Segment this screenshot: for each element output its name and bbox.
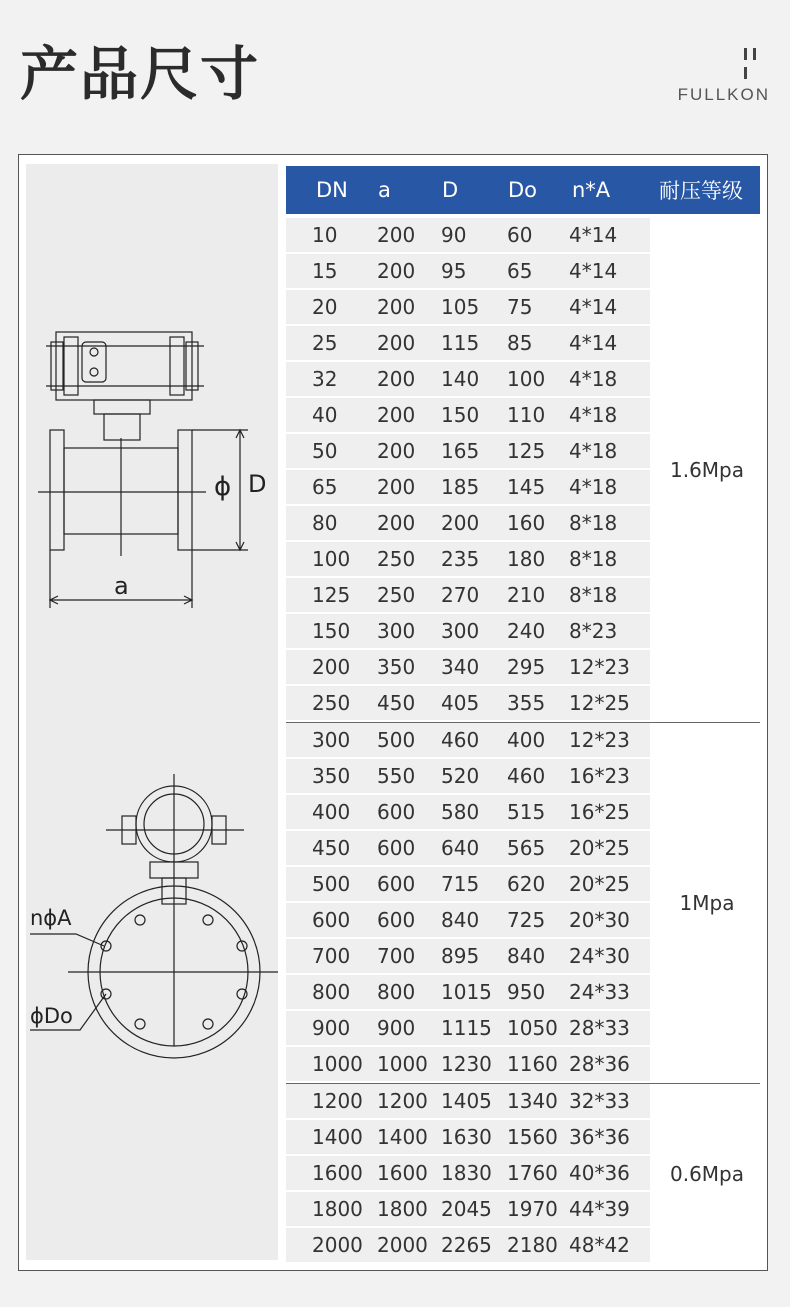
cell-a: 200	[377, 403, 416, 427]
cell-dn: 2000	[312, 1233, 363, 1257]
cell-a: 200	[377, 295, 416, 319]
table-row	[286, 218, 650, 252]
bolt-hole-label: nϕA	[30, 906, 72, 930]
group-rows	[286, 1084, 650, 1264]
cell-do: 75	[507, 295, 533, 319]
table-row	[286, 867, 650, 901]
cell-d: 165	[441, 439, 480, 463]
cell-do: 145	[507, 475, 546, 499]
cell-a: 800	[377, 980, 416, 1004]
cell-do: 60	[507, 223, 533, 247]
table-row	[286, 650, 650, 684]
table-row	[286, 398, 650, 432]
group-rows	[286, 723, 650, 1083]
cell-dn: 125	[312, 583, 351, 607]
cell-do: 950	[507, 980, 546, 1004]
cell-a: 450	[377, 691, 416, 715]
cell-d: 520	[441, 764, 480, 788]
cell-a: 550	[377, 764, 416, 788]
cell-dn: 80	[312, 511, 338, 535]
flowmeter-diagram	[26, 164, 278, 1260]
cell-dn: 350	[312, 764, 351, 788]
cell-do: 355	[507, 691, 546, 715]
cell-a: 600	[377, 800, 416, 824]
cell-do: 85	[507, 331, 533, 355]
table-row	[286, 542, 650, 576]
table-row	[286, 686, 650, 720]
table-row	[286, 795, 650, 829]
cell-a: 600	[377, 836, 416, 860]
table-row	[286, 1228, 650, 1262]
cell-d: 1115	[441, 1016, 492, 1040]
cell-dn: 250	[312, 691, 351, 715]
cell-a: 2000	[377, 1233, 428, 1257]
cell-a: 500	[377, 728, 416, 752]
converter-head-icon	[46, 332, 204, 400]
cell-d: 95	[441, 259, 467, 283]
cell-d: 105	[441, 295, 480, 319]
cell-do: 1970	[507, 1197, 558, 1221]
cell-a: 200	[377, 331, 416, 355]
cell-na: 4*14	[569, 295, 618, 319]
cell-d: 895	[441, 944, 480, 968]
cell-d: 2265	[441, 1233, 492, 1257]
cell-a: 200	[377, 439, 416, 463]
cell-d: 235	[441, 547, 480, 571]
table-row	[286, 759, 650, 793]
pressure-group	[286, 722, 760, 1083]
table-row	[286, 939, 650, 973]
cell-dn: 150	[312, 619, 351, 643]
cell-do: 180	[507, 547, 546, 571]
table-row	[286, 1120, 650, 1154]
cell-a: 250	[377, 583, 416, 607]
cell-na: 32*33	[569, 1089, 630, 1113]
col-d: D	[442, 178, 459, 202]
cell-do: 295	[507, 655, 546, 679]
cell-dn: 500	[312, 872, 351, 896]
cell-na: 12*23	[569, 655, 630, 679]
cell-d: 300	[441, 619, 480, 643]
cell-na: 8*23	[569, 619, 618, 643]
cell-do: 160	[507, 511, 546, 535]
col-do: Do	[508, 178, 538, 202]
cell-dn: 600	[312, 908, 351, 932]
cell-d: 840	[441, 908, 480, 932]
cell-do: 210	[507, 583, 546, 607]
cell-na: 44*39	[569, 1197, 630, 1221]
cell-dn: 1200	[312, 1089, 363, 1113]
cell-a: 1800	[377, 1197, 428, 1221]
cell-do: 565	[507, 836, 546, 860]
cell-d: 185	[441, 475, 480, 499]
pressure-rating: 1.6Mpa	[669, 458, 744, 482]
pressure-group	[286, 1083, 760, 1264]
cell-d: 405	[441, 691, 480, 715]
cell-a: 250	[377, 547, 416, 571]
cell-a: 1400	[377, 1125, 428, 1149]
cell-na: 24*33	[569, 980, 630, 1004]
cell-na: 8*18	[569, 583, 618, 607]
cell-do: 840	[507, 944, 546, 968]
cell-dn: 450	[312, 836, 351, 860]
cell-do: 515	[507, 800, 546, 824]
cell-d: 200	[441, 511, 480, 535]
cell-do: 110	[507, 403, 546, 427]
cell-dn: 200	[312, 655, 351, 679]
cell-dn: 15	[312, 259, 338, 283]
table-row	[286, 506, 650, 540]
cell-d: 580	[441, 800, 480, 824]
cell-dn: 40	[312, 403, 338, 427]
table-header	[286, 166, 760, 214]
table-row	[286, 254, 650, 288]
cell-a: 200	[377, 511, 416, 535]
diagram-panel	[26, 164, 278, 1260]
cell-na: 4*18	[569, 439, 618, 463]
cell-a: 1000	[377, 1052, 428, 1076]
cell-d: 1230	[441, 1052, 492, 1076]
table-row	[286, 434, 650, 468]
cell-do: 460	[507, 764, 546, 788]
cell-a: 300	[377, 619, 416, 643]
table-row	[286, 1047, 650, 1081]
cell-do: 2180	[507, 1233, 558, 1257]
cell-na: 28*36	[569, 1052, 630, 1076]
table-row	[286, 1156, 650, 1190]
cell-dn: 20	[312, 295, 338, 319]
cell-a: 1200	[377, 1089, 428, 1113]
cell-a: 600	[377, 872, 416, 896]
cell-dn: 1800	[312, 1197, 363, 1221]
d-dimension-label: D	[248, 470, 267, 498]
cell-na: 20*25	[569, 836, 630, 860]
cell-dn: 300	[312, 728, 351, 752]
cell-dn: 1600	[312, 1161, 363, 1185]
table-row	[286, 362, 650, 396]
cell-a: 1600	[377, 1161, 428, 1185]
cell-a: 200	[377, 367, 416, 391]
cell-na: 48*42	[569, 1233, 630, 1257]
cell-na: 12*23	[569, 728, 630, 752]
cell-d: 340	[441, 655, 480, 679]
cell-do: 1760	[507, 1161, 558, 1185]
cell-na: 4*14	[569, 223, 618, 247]
phi-label: ϕ	[214, 472, 232, 502]
brand-bars-icon	[744, 45, 770, 59]
cell-na: 4*18	[569, 367, 618, 391]
cell-na: 12*25	[569, 691, 630, 715]
col-a: a	[378, 178, 391, 202]
cell-d: 150	[441, 403, 480, 427]
cell-do: 1340	[507, 1089, 558, 1113]
cell-a: 900	[377, 1016, 416, 1040]
a-dimension-label: a	[114, 572, 129, 600]
cell-dn: 10	[312, 223, 338, 247]
cell-dn: 700	[312, 944, 351, 968]
cell-do: 240	[507, 619, 546, 643]
table-row	[286, 326, 650, 360]
flowmeter-body-icon	[38, 430, 206, 556]
cell-na: 40*36	[569, 1161, 630, 1185]
table-row	[286, 1011, 650, 1045]
cell-do: 100	[507, 367, 546, 391]
cell-do: 725	[507, 908, 546, 932]
flange-front-view-icon	[68, 774, 278, 1058]
table-row	[286, 578, 650, 612]
cell-na: 16*23	[569, 764, 630, 788]
group-rows	[286, 218, 650, 722]
table-row	[286, 975, 650, 1009]
table-row	[286, 903, 650, 937]
cell-d: 140	[441, 367, 480, 391]
table-row	[286, 470, 650, 504]
cell-d: 1015	[441, 980, 492, 1004]
table-body	[286, 218, 760, 1264]
cell-dn: 65	[312, 475, 338, 499]
cell-a: 700	[377, 944, 416, 968]
spec-table	[286, 166, 760, 1264]
pressure-group	[286, 218, 760, 722]
cell-do: 1160	[507, 1052, 558, 1076]
cell-d: 460	[441, 728, 480, 752]
pressure-rating: 1Mpa	[679, 891, 735, 915]
cell-dn: 100	[312, 547, 351, 571]
cell-d: 715	[441, 872, 480, 896]
cell-a: 600	[377, 908, 416, 932]
cell-d: 1405	[441, 1089, 492, 1113]
pcd-label: ϕDo	[30, 1004, 73, 1028]
cell-do: 125	[507, 439, 546, 463]
cell-a: 350	[377, 655, 416, 679]
table-row	[286, 831, 650, 865]
table-row	[286, 723, 650, 757]
cell-do: 1560	[507, 1125, 558, 1149]
cell-d: 1630	[441, 1125, 492, 1149]
cell-dn: 25	[312, 331, 338, 355]
cell-na: 4*18	[569, 403, 618, 427]
cell-na: 4*18	[569, 475, 618, 499]
cell-dn: 400	[312, 800, 351, 824]
brand-name: FULLKON	[677, 85, 770, 104]
cell-dn: 50	[312, 439, 338, 463]
cell-dn: 32	[312, 367, 338, 391]
cell-a: 200	[377, 475, 416, 499]
pressure-rating: 0.6Mpa	[669, 1162, 744, 1186]
cell-na: 8*18	[569, 547, 618, 571]
cell-na: 20*30	[569, 908, 630, 932]
col-dn: DN	[316, 178, 348, 202]
cell-d: 115	[441, 331, 480, 355]
cell-dn: 800	[312, 980, 351, 1004]
table-row	[286, 290, 650, 324]
cell-do: 1050	[507, 1016, 558, 1040]
cell-na: 36*36	[569, 1125, 630, 1149]
cell-do: 400	[507, 728, 546, 752]
cell-do: 65	[507, 259, 533, 283]
cell-na: 20*25	[569, 872, 630, 896]
table-row	[286, 1084, 650, 1118]
cell-do: 620	[507, 872, 546, 896]
cell-a: 200	[377, 223, 416, 247]
cell-dn: 1000	[312, 1052, 363, 1076]
cell-dn: 1400	[312, 1125, 363, 1149]
cell-a: 200	[377, 259, 416, 283]
table-row	[286, 1192, 650, 1226]
cell-na: 16*25	[569, 800, 630, 824]
cell-na: 8*18	[569, 511, 618, 535]
col-na: n*A	[572, 178, 611, 202]
cell-d: 2045	[441, 1197, 492, 1221]
cell-na: 4*14	[569, 331, 618, 355]
cell-dn: 900	[312, 1016, 351, 1040]
col-pressure: 耐压等级	[659, 179, 743, 203]
cell-na: 4*14	[569, 259, 618, 283]
cell-d: 270	[441, 583, 480, 607]
cell-d: 640	[441, 836, 480, 860]
page-title: 产品尺寸	[20, 40, 261, 108]
cell-d: 1830	[441, 1161, 492, 1185]
cell-na: 24*30	[569, 944, 630, 968]
cell-d: 90	[441, 223, 467, 247]
cell-na: 28*33	[569, 1016, 630, 1040]
table-row	[286, 614, 650, 648]
